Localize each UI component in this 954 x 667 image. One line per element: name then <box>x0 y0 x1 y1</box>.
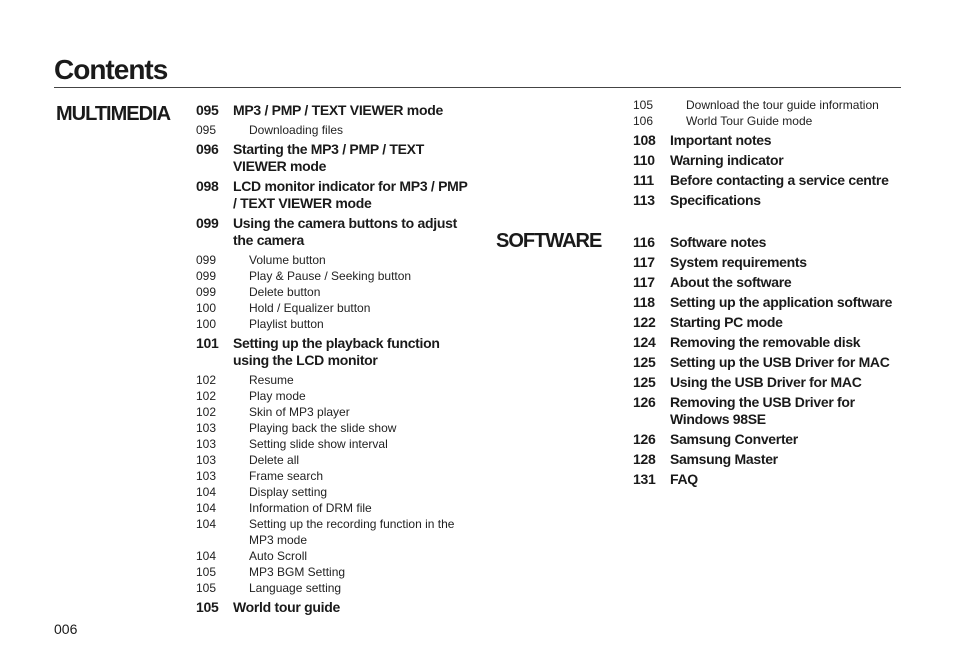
toc-entry-page: 098 <box>196 178 219 194</box>
toc-entry-title: Display setting <box>249 485 328 499</box>
toc-entry-page: 105 <box>196 565 217 579</box>
toc-entry-title: FAQ <box>670 471 698 487</box>
toc-entry-page: 102 <box>196 389 217 403</box>
toc-entry-title: Play mode <box>249 389 306 403</box>
toc-entry-title: Volume button <box>249 253 326 267</box>
toc-list-multimedia-continued <box>633 97 901 212</box>
toc-entry-page: 105 <box>196 581 217 595</box>
toc-entry-title: Warning indicator <box>670 152 784 168</box>
toc-entry-title: Samsung Converter <box>670 431 798 447</box>
toc-entry <box>196 436 468 452</box>
toc-entry <box>633 132 901 149</box>
section-heading-multimedia: MULTIMEDIA <box>56 103 171 125</box>
toc-entry-title: Hold / Equalizer button <box>249 301 371 315</box>
toc-entry-page: 103 <box>196 453 217 467</box>
toc-entry-page: 102 <box>196 405 217 419</box>
toc-entry-page: 110 <box>633 152 655 168</box>
toc-entry <box>633 192 901 209</box>
toc-entry-title: Software notes <box>670 234 767 250</box>
toc-entry-page: 103 <box>196 437 217 451</box>
toc-entry <box>196 484 468 500</box>
toc-entry-title: Starting PC mode <box>670 314 783 330</box>
toc-entry <box>633 374 901 391</box>
toc-entry <box>633 234 901 251</box>
toc-entry-page: 103 <box>196 469 217 483</box>
toc-entry-title: Downloading files <box>249 123 344 137</box>
toc-entry-title: Using the USB Driver for MAC <box>670 374 862 390</box>
toc-entry-title: Delete button <box>249 285 321 299</box>
page-title: Contents <box>54 54 168 85</box>
toc-list-multimedia <box>196 99 468 619</box>
toc-entry <box>633 152 901 169</box>
toc-entry <box>196 215 468 249</box>
toc-entry-page: 108 <box>633 132 656 148</box>
toc-entry-title: Setting up the playback function using the LCD monitor <box>233 335 440 368</box>
toc-entry <box>196 102 468 119</box>
toc-entry-page: 118 <box>633 294 655 310</box>
toc-entry-page: 096 <box>196 141 219 157</box>
toc-entry-page: 111 <box>633 172 654 188</box>
toc-entry-page: 099 <box>196 269 217 283</box>
toc-entry <box>196 300 468 316</box>
toc-entry <box>196 516 468 548</box>
toc-entry <box>633 451 901 468</box>
toc-entry <box>633 394 901 428</box>
toc-entry-page: 105 <box>633 98 654 112</box>
toc-entry-page: 099 <box>196 253 217 267</box>
toc-entry-title: Starting the MP3 / PMP / TEXT VIEWER mode <box>233 141 424 174</box>
toc-entry-title: Setting slide show interval <box>249 437 388 451</box>
toc-entry-title: Playlist button <box>249 317 324 331</box>
toc-entry-page: 116 <box>633 234 655 250</box>
toc-entry-page: 100 <box>196 317 217 331</box>
toc-entry <box>633 471 901 488</box>
toc-entry <box>196 284 468 300</box>
toc-entry <box>196 580 468 596</box>
toc-entry-title: Frame search <box>249 469 324 483</box>
toc-entry-page: 105 <box>196 599 219 615</box>
toc-entry-page: 126 <box>633 431 656 447</box>
toc-entry <box>196 420 468 436</box>
toc-entry-page: 102 <box>196 373 217 387</box>
toc-entry-title: Resume <box>249 373 294 387</box>
toc-entry-page: 124 <box>633 334 656 350</box>
toc-entry-title: World Tour Guide mode <box>686 114 813 128</box>
toc-entry <box>633 97 901 113</box>
toc-entry <box>196 388 468 404</box>
toc-entry-page: 106 <box>633 114 654 128</box>
toc-entry-title: Samsung Master <box>670 451 778 467</box>
toc-entry-title: Information of DRM file <box>249 501 372 515</box>
toc-entry-page: 104 <box>196 549 217 563</box>
toc-entry-title: Before contacting a service centre <box>670 172 889 188</box>
toc-entry <box>196 316 468 332</box>
toc-entry-title: Playing back the slide show <box>249 421 397 435</box>
toc-entry-page: 128 <box>633 451 656 467</box>
toc-entry <box>196 599 468 616</box>
toc-entry-page: 125 <box>633 374 656 390</box>
toc-entry <box>633 274 901 291</box>
toc-entry <box>633 334 901 351</box>
toc-entry-page: 125 <box>633 354 656 370</box>
toc-entry-page: 100 <box>196 301 217 315</box>
toc-entry-title: Setting up the recording function in the MP3 mode <box>249 517 455 547</box>
toc-entry-title: MP3 / PMP / TEXT VIEWER mode <box>233 102 443 118</box>
toc-entry-page: 101 <box>196 335 219 351</box>
toc-entry-title: Skin of MP3 player <box>249 405 350 419</box>
toc-entry-title: Setting up the USB Driver for MAC <box>670 354 890 370</box>
toc-entry-title: LCD monitor indicator for MP3 / PMP / TEXT VIEWER mode <box>233 178 468 211</box>
toc-entry-page: 104 <box>196 485 217 499</box>
toc-entry-title: Removing the removable disk <box>670 334 861 350</box>
toc-entry <box>196 452 468 468</box>
toc-entry-page: 099 <box>196 285 217 299</box>
toc-entry <box>196 468 468 484</box>
toc-entry-page: 122 <box>633 314 656 330</box>
toc-entry <box>196 548 468 564</box>
toc-entry <box>633 431 901 448</box>
toc-entry-title: Language setting <box>249 581 342 595</box>
toc-entry-title: Using the camera buttons to adjust the camera <box>233 215 457 248</box>
page-number: 006 <box>54 621 78 637</box>
toc-entry-title: MP3 BGM Setting <box>249 565 346 579</box>
toc-entry <box>196 141 468 175</box>
toc-entry-title: Delete all <box>249 453 300 467</box>
toc-entry <box>196 500 468 516</box>
toc-entry-page: 131 <box>633 471 656 487</box>
toc-entry <box>196 335 468 369</box>
toc-entry <box>633 254 901 271</box>
toc-entry-title: Specifications <box>670 192 761 208</box>
title-divider <box>54 87 901 88</box>
toc-entry-page: 099 <box>196 215 219 231</box>
toc-entry <box>196 404 468 420</box>
toc-entry <box>196 178 468 212</box>
toc-entry <box>633 314 901 331</box>
toc-entry-page: 104 <box>196 517 217 531</box>
toc-entry-page: 117 <box>633 254 655 270</box>
toc-list-software <box>633 231 901 491</box>
toc-entry-page: 103 <box>196 421 217 435</box>
toc-entry-title: Auto Scroll <box>249 549 308 563</box>
toc-entry <box>196 372 468 388</box>
toc-entry-title: World tour guide <box>233 599 340 615</box>
toc-entry <box>196 564 468 580</box>
toc-entry-title: Removing the USB Driver for Windows 98SE <box>670 394 855 427</box>
toc-entry <box>633 294 901 311</box>
toc-entry-page: 117 <box>633 274 655 290</box>
toc-entry <box>633 172 901 189</box>
toc-entry-title: About the software <box>670 274 792 290</box>
section-heading-software: SOFTWARE <box>496 230 602 252</box>
toc-entry-title: Play & Pause / Seeking button <box>249 269 412 283</box>
toc-entry-title: Important notes <box>670 132 772 148</box>
toc-entry-page: 113 <box>633 192 655 208</box>
toc-entry-page: 095 <box>196 123 217 137</box>
toc-entry-title: System requirements <box>670 254 807 270</box>
toc-entry <box>196 268 468 284</box>
toc-entry-page: 104 <box>196 501 217 515</box>
toc-entry-title: Download the tour guide information <box>686 98 879 112</box>
toc-entry <box>633 113 901 129</box>
toc-entry <box>633 354 901 371</box>
toc-entry <box>196 122 468 138</box>
toc-entry-page: 126 <box>633 394 656 410</box>
toc-entry <box>196 252 468 268</box>
toc-entry-title: Setting up the application software <box>670 294 893 310</box>
toc-entry-page: 095 <box>196 102 219 118</box>
